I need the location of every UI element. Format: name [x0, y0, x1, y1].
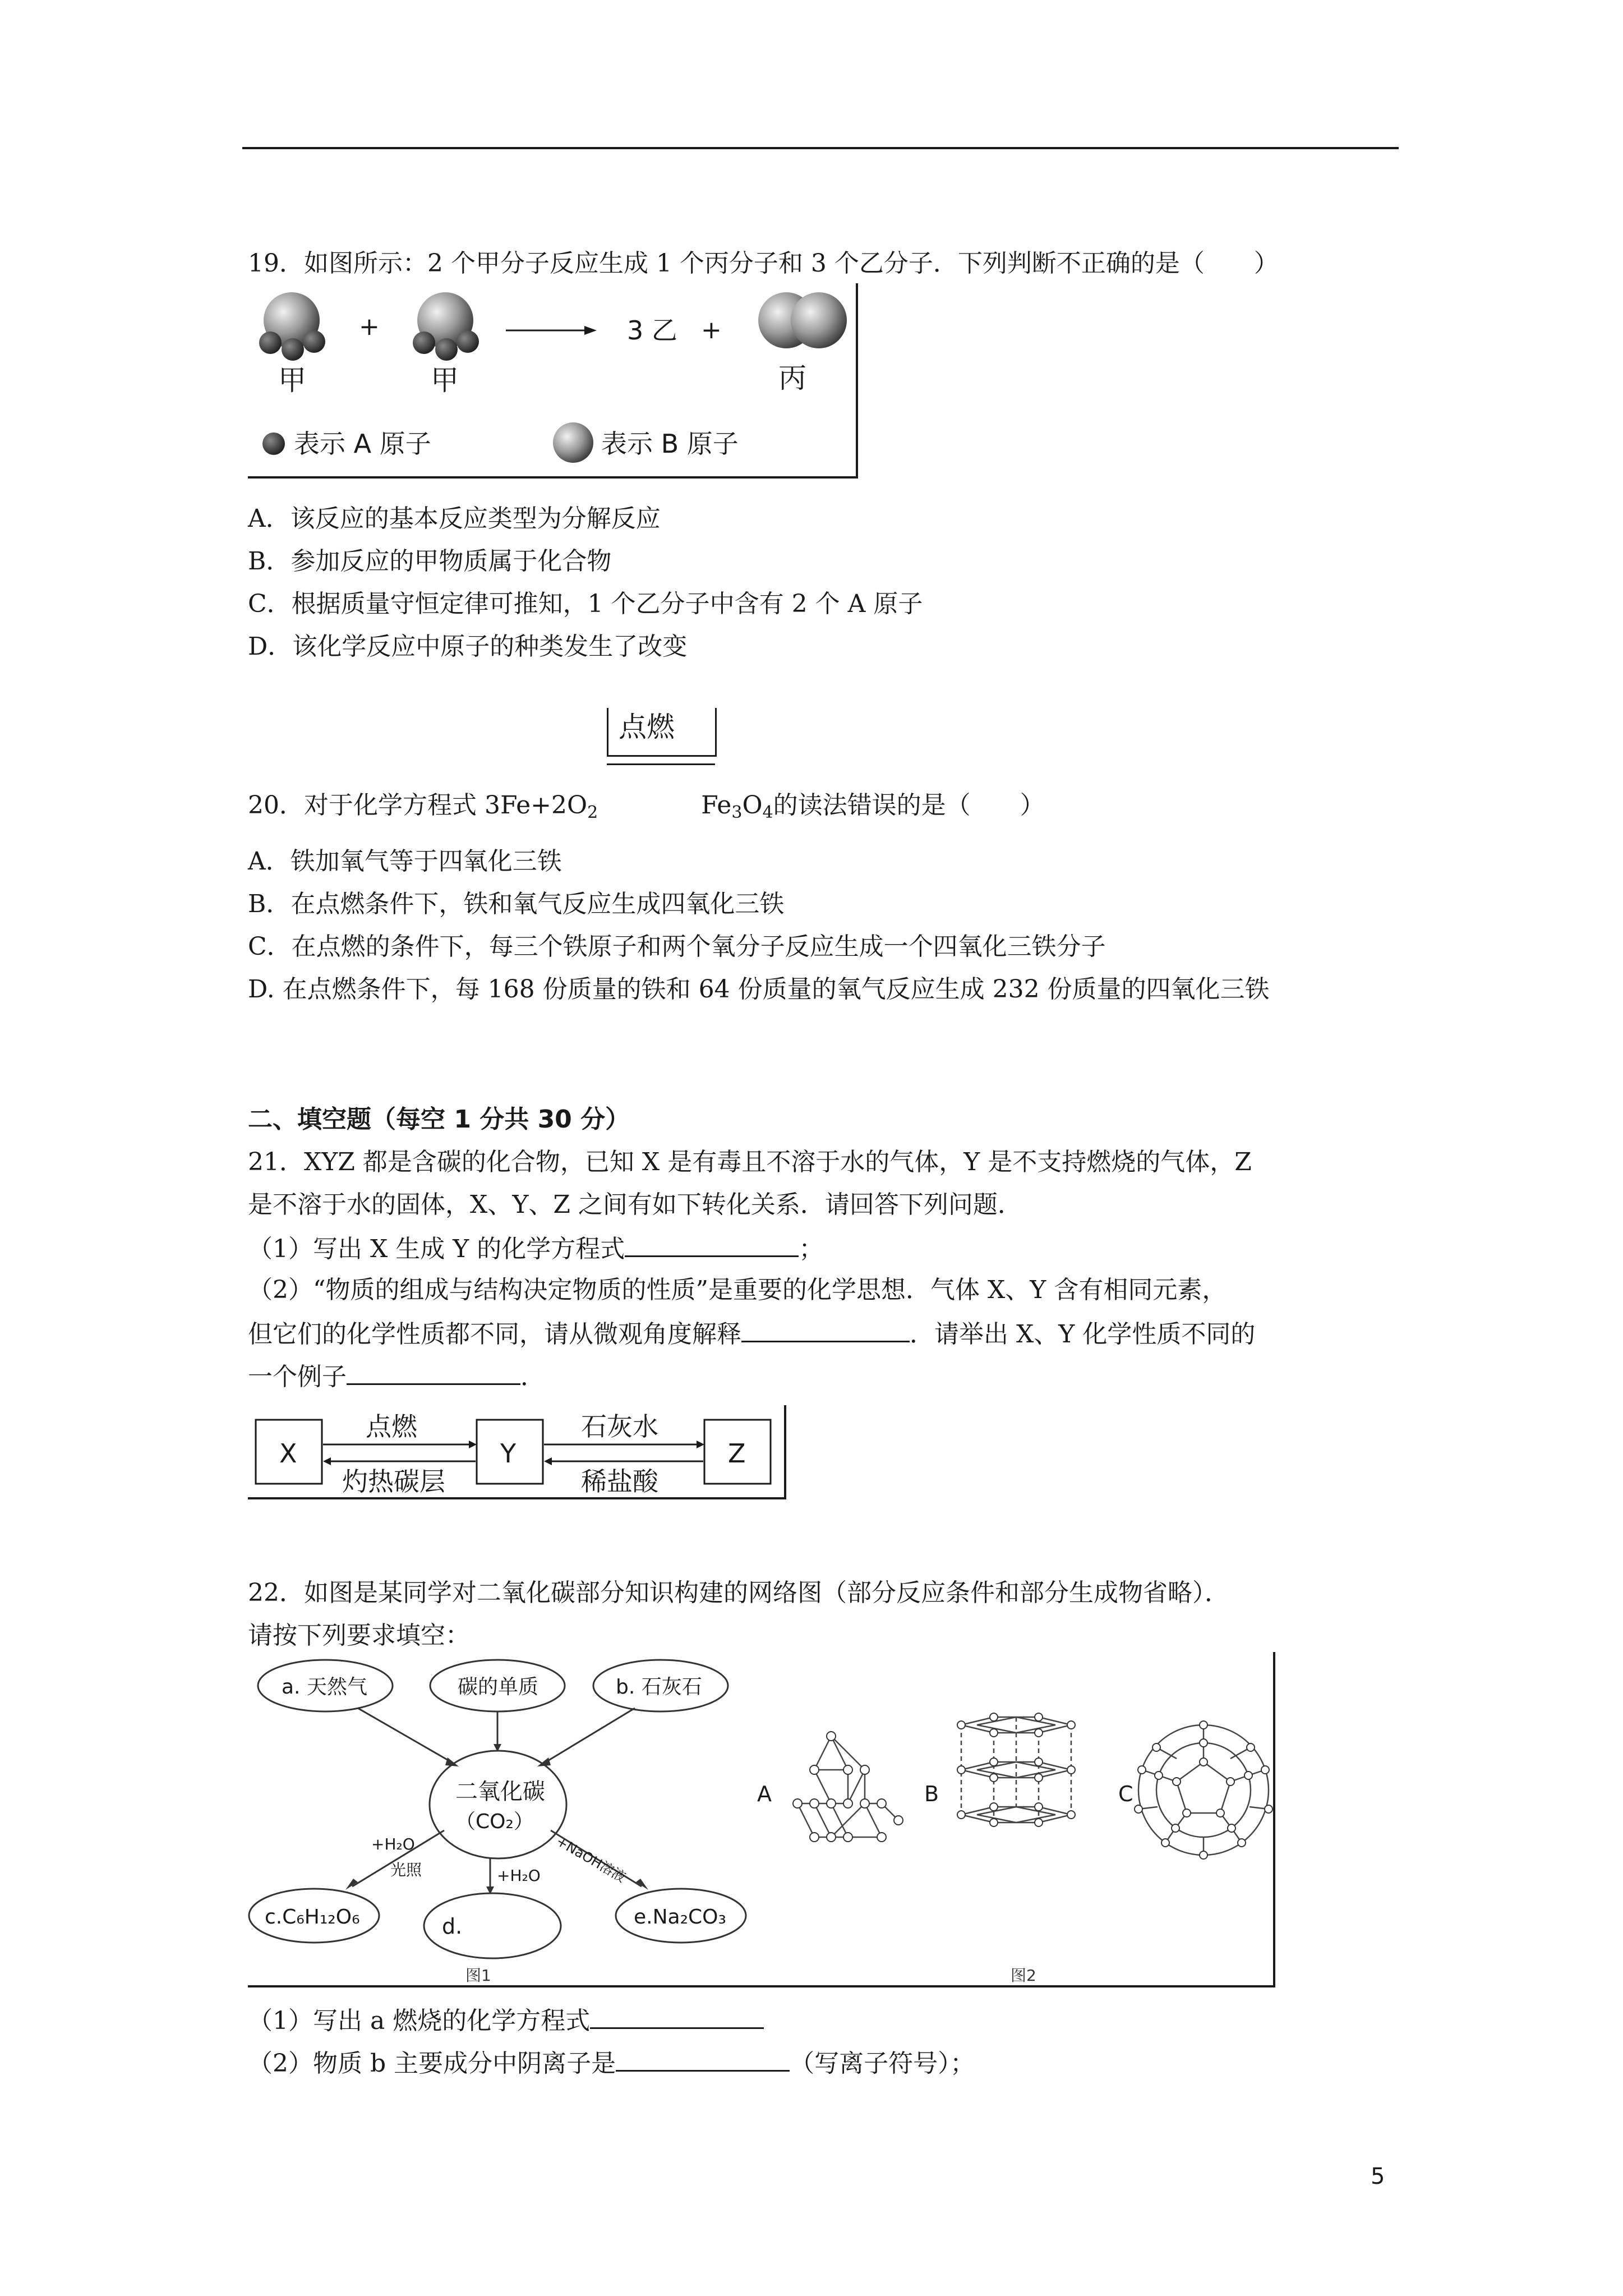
fig1-arrow-d-label: +H₂O [497, 1866, 541, 1885]
q22-line-1: 22．如图是某同学对二氧化碳部分知识构建的网络图（部分反应条件和部分生成物省略）． [248, 1579, 1229, 1607]
section-2-title: 二、填空题（每空 1 分共 30 分） [248, 1105, 630, 1134]
q20-option-d: D. 在点燃条件下，每 168 份质量的铁和 64 份质量的氧气反应生成 232 份质量的四氧化三铁 [248, 975, 1270, 1004]
box-z [704, 1420, 771, 1484]
fig2-label-a: A [757, 1782, 772, 1806]
q19-figure-svg [248, 283, 859, 480]
q21-line-5: 但它们的化学性质都不同，请从微观角度解释 ．请举出 X、Y 化学性质不同的 [248, 1316, 1255, 1351]
molecule-bing [758, 292, 847, 348]
molecule-jia-1 [259, 292, 325, 361]
svg-text:二氧化碳: 二氧化碳 [455, 1779, 545, 1805]
q20-o-sub: 4 [762, 803, 773, 822]
arrow-yz-label: 石灰水 [581, 1411, 658, 1442]
legend-a-atom [262, 429, 431, 459]
q20-stem-prefix: 20．对于化学方程式 3Fe+2O [248, 791, 588, 820]
svg-text:d.: d. [442, 1914, 463, 1939]
q20-o2-sub: 2 [587, 803, 598, 822]
graphite-atoms [957, 1713, 1075, 1826]
fig1-arrow-c-label-2: 光照 [390, 1861, 422, 1879]
diamond-structure [797, 1736, 898, 1837]
fig2-label-c: C [1118, 1782, 1133, 1806]
q22-figure [248, 1652, 1280, 1989]
fig1-caption: 图1 [465, 1966, 491, 1985]
box-x [256, 1420, 322, 1484]
svg-text:碳的单质: 碳的单质 [458, 1676, 539, 1699]
q20-fe-sub: 3 [731, 803, 743, 822]
q19-option-a: A．该反应的基本反应类型为分解反应 [248, 504, 661, 533]
fig1-node-b [593, 1660, 728, 1711]
q21-line-6: 一个例子 ． [248, 1359, 545, 1394]
fig1-node-carbon [430, 1660, 565, 1711]
q20-option-a: A．铁加氧气等于四氧化三铁 [248, 847, 562, 876]
q20-equals-line [607, 763, 715, 765]
q20-option-c: C．在点燃的条件下，每三个铁原子和两个氧分子反应生成一个四氧化三铁分子 [248, 932, 1106, 961]
label-jia-1: 甲 [278, 364, 306, 397]
q19-option-c: C．根据质量守恒定律可推知，1 个乙分子中含有 2 个 A 原子 [248, 590, 923, 618]
fig1-node-c [249, 1889, 379, 1943]
fig1-node-d [424, 1893, 561, 1958]
fig1-arrow-c-label-1: +H₂O [371, 1835, 415, 1853]
box-y [477, 1420, 543, 1484]
fig1-node-e [616, 1889, 746, 1943]
reaction-arrow [506, 326, 597, 335]
q20-stem-suffix: 的读法错误的是（ ） [773, 791, 1045, 820]
q21-diagram-svg [248, 1405, 787, 1501]
q21-blank-1[interactable] [625, 1231, 799, 1257]
svg-text:e.Na₂CO₃: e.Na₂CO₃ [634, 1906, 726, 1929]
q20-option-b: B．在点燃条件下，铁和氧气反应生成四氧化三铁 [248, 890, 785, 918]
fig2-label-b: B [924, 1782, 939, 1806]
fig1-node-a [258, 1660, 393, 1711]
q19-option-d: D．该化学反应中原子的种类发生了改变 [248, 632, 688, 661]
graphite-structure [961, 1717, 1071, 1823]
arrow-zy-label: 稀盐酸 [581, 1466, 658, 1497]
q21-diagram [248, 1405, 787, 1501]
q22-line-4: （2）物质 b 主要成分中阴离子是 （写离子符号）； [248, 2045, 975, 2081]
molecule-jia-2 [413, 292, 479, 361]
q20-condition: 点燃 [619, 711, 675, 743]
svg-text:X: X [279, 1438, 297, 1469]
q21-line-3: （1）写出 X 生成 Y 的化学方程式 ； [248, 1231, 823, 1266]
q21-blank-3[interactable] [347, 1359, 520, 1385]
svg-text:表示 A 原子: 表示 A 原子 [294, 429, 431, 459]
label-jia-2: 甲 [431, 364, 459, 397]
q19-option-b: B．参加反应的甲物质属于化合物 [248, 547, 612, 576]
header-rule [242, 147, 1399, 149]
svg-text:c.C₆H₁₂O₆: c.C₆H₁₂O₆ [265, 1906, 360, 1929]
q20-stem [248, 789, 1045, 830]
label-bing: 丙 [778, 362, 806, 394]
svg-text:表示 B 原子: 表示 B 原子 [601, 429, 739, 459]
arrow-yx-label: 灼热碳层 [342, 1466, 445, 1497]
fig1-arrow-e-label: +NaOH溶液 [554, 1833, 629, 1886]
q21-blank-2[interactable] [741, 1316, 910, 1342]
plus-1: + [359, 312, 380, 341]
page-number: 5 [1371, 2164, 1385, 2189]
svg-text:b. 石灰石: b. 石灰石 [616, 1676, 702, 1699]
q21-line-4: （2）“物质的组成与结构决定物质的性质”是重要的化学思想．气体 X、Y 含有相同元素， [248, 1276, 1227, 1304]
q21-line-1: 21．XYZ 都是含碳的化合物，已知 X 是有毒且不溶于水的气体，Y 是不支持燃烧的气体，Z [248, 1148, 1252, 1176]
svg-text:Y: Y [500, 1438, 517, 1469]
q22-blank-2[interactable] [616, 2045, 790, 2072]
q22-blank-1[interactable] [590, 2003, 764, 2029]
q20-product-fe: Fe [701, 791, 732, 820]
q20-product-o: O [742, 791, 763, 820]
svg-text:a. 天然气: a. 天然气 [282, 1676, 367, 1699]
q22-figure-svg [248, 1652, 1280, 1989]
svg-text:Z: Z [728, 1438, 746, 1469]
q21-line-2: 是不溶于水的固体，X、Y、Z 之间有如下转化关系．请回答下列问题． [248, 1190, 1022, 1219]
fig1-node-co2 [430, 1751, 566, 1858]
svg-text:（CO₂）: （CO₂） [455, 1810, 534, 1833]
q19-figure [248, 283, 859, 480]
q22-line-3: （1）写出 a 燃烧的化学方程式 [248, 2003, 764, 2038]
legend-b-atom [553, 422, 739, 463]
product-yi: 3 乙 [627, 315, 677, 346]
q20-condition-box [607, 708, 717, 757]
fig2-caption: 图2 [1011, 1966, 1036, 1985]
q22-line-2: 请按下列要求填空： [248, 1621, 470, 1650]
plus-2: + [701, 316, 722, 344]
q19-stem: 19．如图所示：2 个甲分子反应生成 1 个丙分子和 3 个乙分子．下列判断不正确的是（ ） [248, 249, 1279, 278]
arrow-xy-label: 点燃 [366, 1411, 417, 1442]
